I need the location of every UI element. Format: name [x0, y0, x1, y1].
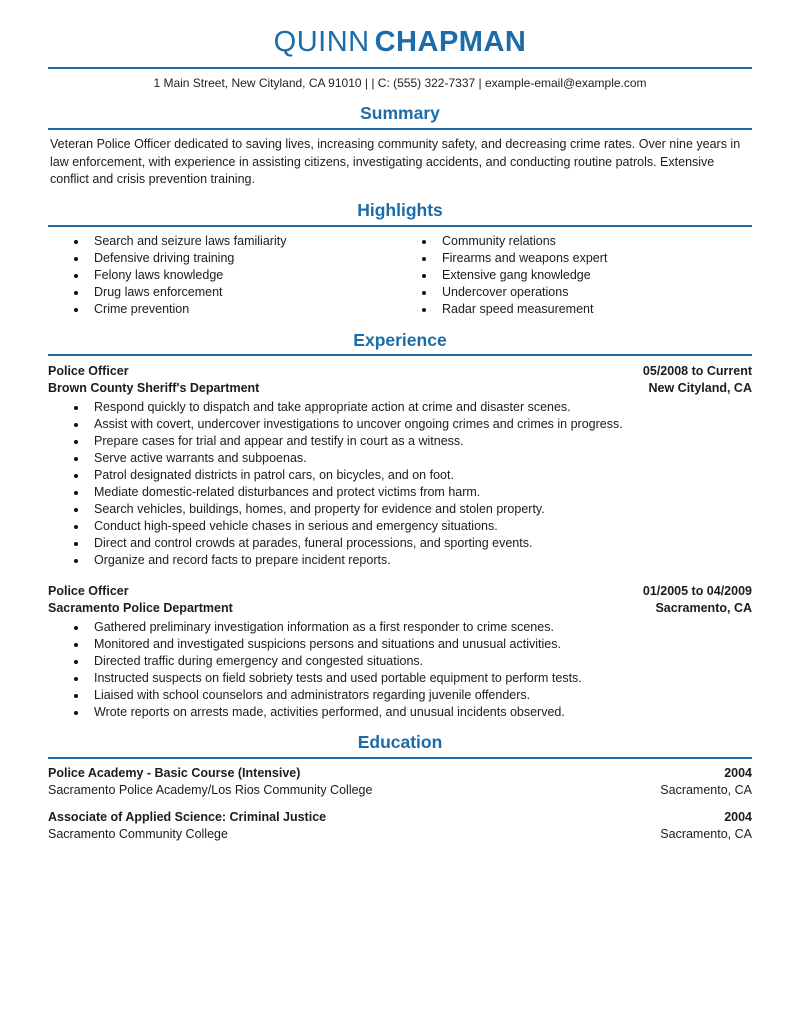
contact-line: 1 Main Street, New Cityland, CA 91010 | | C: (555) 322-7337 | example-email@example.com [153, 76, 647, 91]
bullet-icon [74, 677, 78, 681]
job-duty-item [48, 535, 752, 552]
bullet-icon [74, 291, 78, 295]
job-duty-text: Search vehicles, buildings, homes, and property for evidence and stolen property. [94, 502, 545, 517]
highlights-columns [48, 233, 752, 318]
highlights-divider [48, 225, 752, 227]
job-company: Sacramento Police Department [48, 601, 233, 616]
section-experience [48, 330, 752, 722]
job-duty-text: Directed traffic during emergency and congested situations. [94, 654, 424, 669]
highlight-text: Search and seizure laws familiarity [94, 233, 287, 248]
bullet-icon [422, 291, 426, 295]
bullet-icon [74, 525, 78, 529]
highlight-item [48, 301, 400, 318]
highlight-item [400, 233, 752, 250]
job-duties-list [48, 399, 752, 569]
bullet-icon [74, 474, 78, 478]
job-duty-text: Mediate domestic-related disturbances and protect victims from harm. [94, 485, 481, 500]
bullet-icon [422, 274, 426, 278]
bullet-icon [74, 559, 78, 563]
school-row [48, 826, 752, 843]
job-duty-item [48, 518, 752, 535]
resume-header [48, 26, 752, 90]
job-duty-text: Patrol designated districts in patrol cars, on bicycles, and on foot. [94, 468, 454, 483]
highlight-item [48, 250, 400, 267]
bullet-icon [74, 491, 78, 495]
highlight-item [48, 267, 400, 284]
first-name: QUINN [273, 26, 370, 58]
section-summary [48, 103, 752, 188]
job-duty-item [48, 467, 752, 484]
education-divider [48, 757, 752, 759]
bullet-icon [422, 308, 426, 312]
bullet-icon [74, 423, 78, 427]
job-duty-item [48, 670, 752, 687]
job-duty-item [48, 687, 752, 704]
bullet-icon [422, 257, 426, 261]
school-row [48, 782, 752, 799]
job-duty-item [48, 433, 752, 450]
highlights-column-right [400, 233, 752, 318]
job-duty-item [48, 653, 752, 670]
highlight-text: Crime prevention [94, 301, 190, 316]
bullet-icon [74, 508, 78, 512]
highlight-text: Firearms and weapons expert [442, 250, 608, 265]
summary-divider [48, 128, 752, 130]
job-duty-text: Assist with covert, undercover investigations to uncover ongoing crimes and crimes in progress. [94, 417, 623, 432]
bullet-icon [74, 660, 78, 664]
bullet-icon [422, 240, 426, 244]
section-highlights [48, 200, 752, 318]
bullet-icon [74, 257, 78, 261]
edu-location: Sacramento, CA [660, 783, 752, 798]
highlight-text: Defensive driving training [94, 250, 235, 265]
highlight-item [400, 284, 752, 301]
page-title [48, 26, 752, 59]
education-entry-1 [48, 765, 752, 799]
highlight-item [400, 267, 752, 284]
job-duty-text: Prepare cases for trial and appear and testify in court as a witness. [94, 434, 464, 449]
highlight-item [48, 284, 400, 301]
bullet-icon [74, 457, 78, 461]
job-duty-text: Direct and control crowds at parades, funeral processions, and sporting events. [94, 536, 533, 551]
highlights-column-left [48, 233, 400, 318]
degree-row [48, 809, 752, 826]
job-duty-item [48, 416, 752, 433]
bullet-icon [74, 240, 78, 244]
highlight-item [48, 233, 400, 250]
highlight-text: Radar speed measurement [442, 301, 594, 316]
job-duty-text: Liaised with school counselors and administrators regarding juvenile offenders. [94, 688, 531, 703]
job-entry-1 [48, 363, 752, 569]
degree: Associate of Applied Science: Criminal Justice [48, 810, 327, 825]
highlight-text: Felony laws knowledge [94, 267, 224, 282]
job-company-row [48, 380, 752, 397]
job-duty-text: Serve active warrants and subpoenas. [94, 451, 307, 466]
job-duty-text: Conduct high-speed vehicle chases in serious and emergency situations. [94, 519, 498, 534]
highlights-heading: Highlights [357, 199, 443, 220]
job-duty-text: Respond quickly to dispatch and take appropriate action at crime and disaster scenes. [94, 400, 571, 415]
job-location: New Cityland, CA [648, 381, 752, 396]
edu-year: 2004 [724, 810, 752, 825]
job-duty-text: Monitored and investigated suspicions persons and situations and unusual activities. [94, 637, 561, 652]
header-divider [48, 67, 752, 69]
job-entry-2 [48, 583, 752, 721]
summary-heading: Summary [360, 103, 440, 124]
job-title: Police Officer [48, 364, 129, 379]
edu-year: 2004 [724, 766, 752, 781]
job-duties-list [48, 619, 752, 721]
bullet-icon [74, 542, 78, 546]
job-duty-item [48, 450, 752, 467]
bullet-icon [74, 626, 78, 630]
job-dates: 05/2008 to Current [642, 364, 752, 379]
school: Sacramento Police Academy/Los Rios Community College [48, 783, 373, 798]
bullet-icon [74, 711, 78, 715]
job-title-row [48, 583, 752, 600]
job-duty-item [48, 619, 752, 636]
highlight-item [400, 250, 752, 267]
job-duty-item [48, 399, 752, 416]
last-name: CHAPMAN [374, 26, 527, 58]
job-dates: 01/2005 to 04/2009 [642, 584, 752, 599]
education-entry-2 [48, 809, 752, 843]
edu-location: Sacramento, CA [660, 827, 752, 842]
job-duty-item [48, 501, 752, 518]
bullet-icon [74, 643, 78, 647]
education-heading: Education [357, 732, 443, 753]
highlight-text: Drug laws enforcement [94, 284, 223, 299]
job-title: Police Officer [48, 584, 129, 599]
job-duty-item [48, 704, 752, 721]
job-company: Brown County Sheriff's Department [48, 381, 260, 396]
highlight-text: Extensive gang knowledge [442, 267, 591, 282]
bullet-icon [74, 694, 78, 698]
job-title-row [48, 363, 752, 380]
job-duty-item [48, 484, 752, 501]
bullet-icon [74, 308, 78, 312]
experience-heading: Experience [353, 329, 447, 350]
job-company-row [48, 600, 752, 617]
degree: Police Academy - Basic Course (Intensive) [48, 766, 301, 781]
experience-divider [48, 354, 752, 356]
section-education [48, 732, 752, 843]
job-duty-text: Organize and record facts to prepare incident reports. [94, 553, 391, 568]
highlight-text: Community relations [442, 233, 556, 248]
job-duty-text: Instructed suspects on field sobriety tests and used portable equipment to perform tests. [94, 671, 582, 686]
highlight-text: Undercover operations [442, 284, 569, 299]
highlight-item [400, 301, 752, 318]
job-duty-item [48, 552, 752, 569]
bullet-icon [74, 274, 78, 278]
bullet-icon [74, 440, 78, 444]
job-duty-item [48, 636, 752, 653]
job-duty-text: Gathered preliminary investigation information as a first responder to crime scenes. [94, 620, 554, 635]
summary-text: Veteran Police Officer dedicated to saving lives, increasing community safety, and decreasing crime rates. Over nine years in law enforcement, with experience in assisting citizens, investigating accidents, and conducting routine patrols. Extensive conflict and crisis prevention training. [50, 137, 741, 187]
school: Sacramento Community College [48, 827, 228, 842]
bullet-icon [74, 406, 78, 410]
degree-row [48, 765, 752, 782]
job-duty-text: Wrote reports on arrests made, activities performed, and unusual incidents observed. [94, 705, 565, 720]
job-location: Sacramento, CA [655, 601, 752, 616]
